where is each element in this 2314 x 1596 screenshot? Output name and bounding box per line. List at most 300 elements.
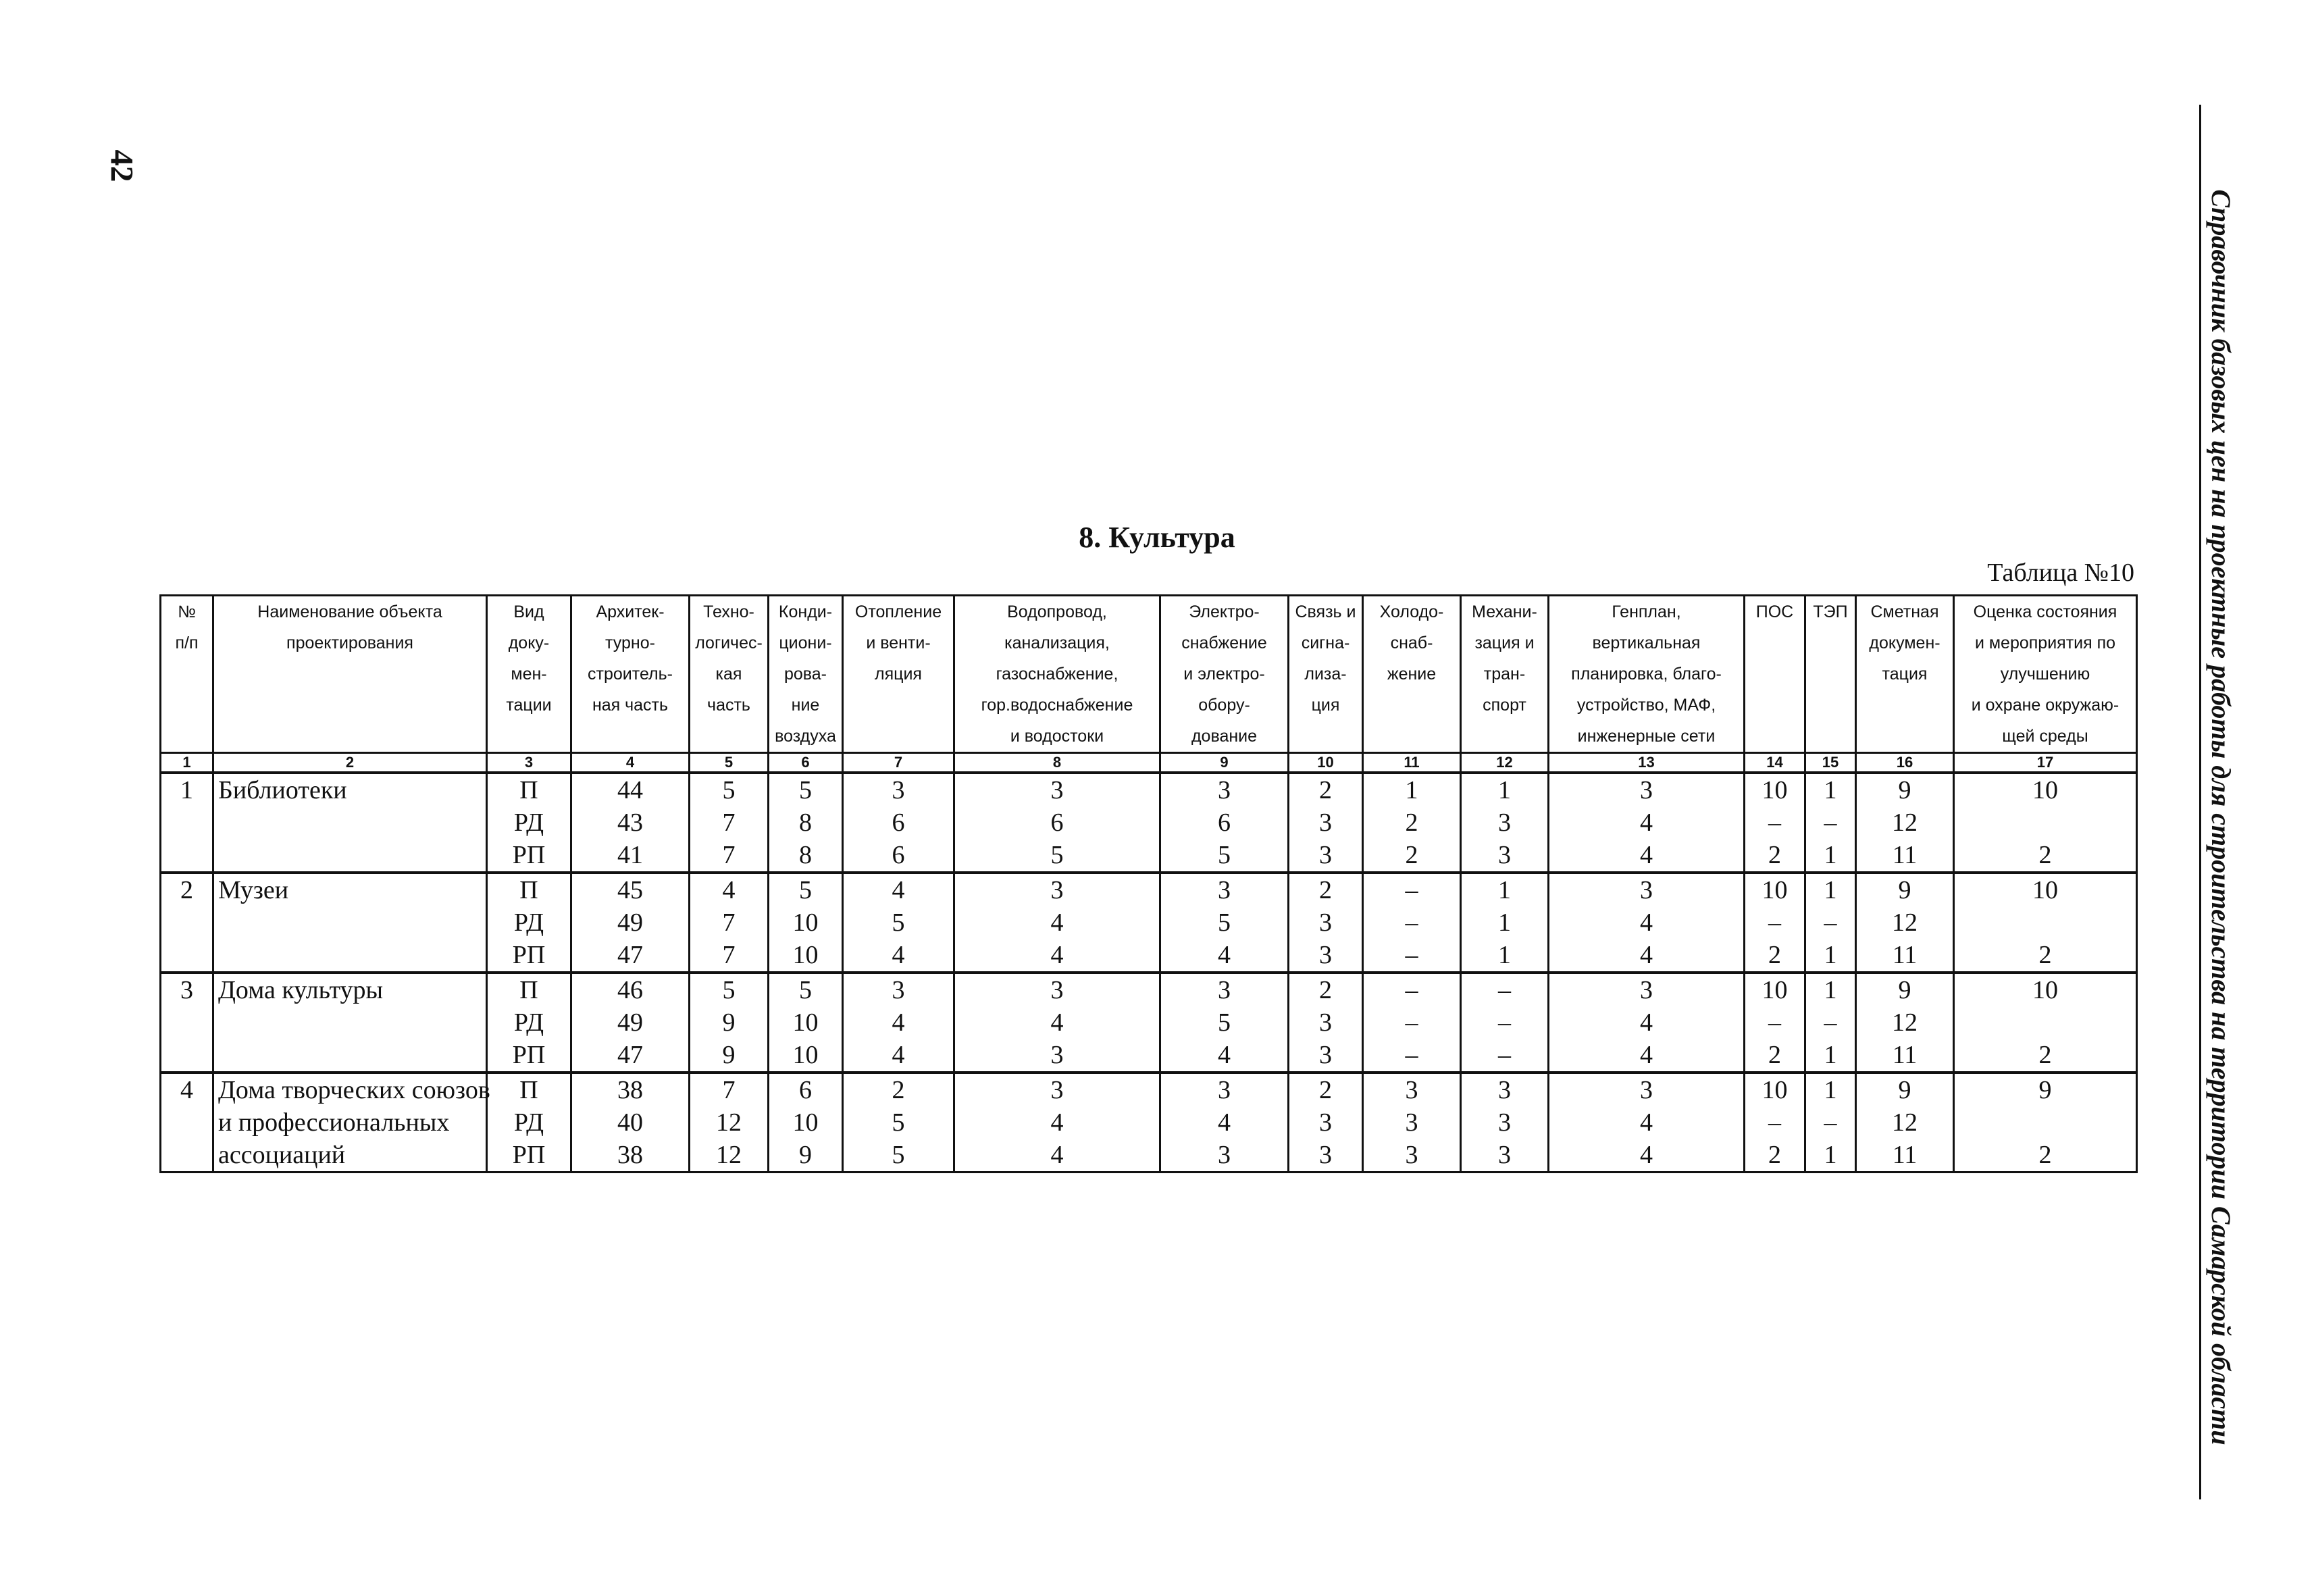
value-cell-col-15	[1805, 1073, 1856, 1173]
object-name-line: Дома культуры	[218, 976, 384, 1004]
value: 40	[617, 1108, 643, 1137]
value: 4	[1640, 1108, 1653, 1137]
running-header-text: Справочник базовых цен на проектные работы для строительства на территории Самарской области	[2206, 189, 2236, 1445]
value: 49	[617, 908, 643, 937]
value: 12	[1892, 1108, 1918, 1137]
value: 9	[2038, 1076, 2052, 1104]
value: –	[1405, 976, 1418, 1004]
value-cell-col-8	[954, 1073, 1160, 1173]
value-cell-col-7	[843, 973, 954, 1073]
value: РП	[512, 1141, 546, 1169]
column-header-12: Механи- зация и тран- спорт	[1461, 596, 1549, 753]
column-number-16: 16	[1856, 753, 1954, 773]
column-header-5: Техно- логичес- кая часть	[690, 596, 769, 753]
value: 3	[1218, 976, 1231, 1004]
object-name	[213, 873, 487, 973]
value: 10	[1762, 976, 1788, 1004]
value: 3	[1498, 808, 1511, 837]
value-cell-col-8	[954, 973, 1160, 1073]
column-number-2: 2	[213, 753, 487, 773]
value-cell-col-14	[1745, 1073, 1805, 1173]
value: 45	[617, 876, 643, 904]
value: 1	[1824, 1076, 1837, 1104]
value-cell-col-8	[954, 873, 1160, 973]
value: 1	[1824, 976, 1837, 1004]
value: 1	[1498, 776, 1511, 804]
value: 41	[617, 841, 643, 869]
column-number-5: 5	[690, 753, 769, 773]
value-cell-col-12	[1461, 773, 1549, 873]
value: 46	[617, 976, 643, 1004]
value-cell-col-10	[1289, 1073, 1363, 1173]
value: –	[1824, 1008, 1837, 1037]
value-cell-col-6	[769, 973, 843, 1073]
value: –	[1768, 808, 1781, 837]
value: РД	[513, 808, 544, 837]
value: 10	[2032, 776, 2058, 804]
value: –	[1824, 908, 1837, 937]
value: 10	[2032, 876, 2058, 904]
value: 9	[799, 1141, 812, 1169]
value: 9	[1898, 976, 1911, 1004]
value: 9	[1898, 776, 1911, 804]
table-body	[161, 773, 2137, 1173]
value: 3	[1405, 1108, 1418, 1137]
value: 3	[1319, 808, 1332, 837]
value: 1	[1405, 776, 1418, 804]
value: –	[1405, 908, 1418, 937]
value-cell-col-17	[1954, 873, 2137, 973]
value: –	[1768, 1108, 1781, 1137]
value: 12	[716, 1108, 742, 1137]
value: 12	[1892, 808, 1918, 837]
object-name-line: Дома творческих союзов	[218, 1076, 490, 1104]
value-cell-col-16	[1856, 1073, 1954, 1173]
value: 1	[1498, 876, 1511, 904]
value: 1	[1498, 941, 1511, 969]
value-cell-col-9	[1160, 1073, 1289, 1173]
value: 4	[1218, 1041, 1231, 1069]
row-number: 2	[161, 873, 213, 973]
object-name-line: Библиотеки	[218, 776, 347, 804]
value: 7	[722, 908, 736, 937]
value-cell-col-16	[1856, 973, 1954, 1073]
value: –	[1405, 941, 1418, 969]
column-header-2: Наименование объекта проектирования	[213, 596, 487, 753]
row-number: 4	[161, 1073, 213, 1173]
value: 6	[1050, 808, 1064, 837]
value: РД	[513, 1008, 544, 1037]
value: 3	[1319, 1008, 1332, 1037]
value: 3	[1218, 1076, 1231, 1104]
value-cell-col-4	[571, 773, 690, 873]
column-number-11: 11	[1363, 753, 1461, 773]
value-cell-col-11	[1363, 1073, 1461, 1173]
value: 5	[799, 776, 812, 804]
value-cell-col-11	[1363, 973, 1461, 1073]
value: 8	[799, 841, 812, 869]
value: 1	[1824, 941, 1837, 969]
value: 3	[1405, 1076, 1418, 1104]
value: 11	[1892, 941, 1918, 969]
value: 7	[722, 808, 736, 837]
value: П	[519, 776, 538, 804]
value-cell-col-3	[487, 1073, 571, 1173]
value-cell-col-5	[690, 1073, 769, 1173]
value: 3	[1319, 841, 1332, 869]
value: 1	[1824, 876, 1837, 904]
value-cell-col-12	[1461, 973, 1549, 1073]
value-cell-col-10	[1289, 973, 1363, 1073]
value: 7	[722, 841, 736, 869]
value-cell-col-13	[1549, 873, 1745, 973]
value-cell-col-7	[843, 1073, 954, 1173]
value: 2	[2038, 841, 2052, 869]
value: 11	[1892, 1041, 1918, 1069]
value-cell-col-15	[1805, 973, 1856, 1073]
value: –	[1768, 908, 1781, 937]
value: 5	[799, 876, 812, 904]
column-number-12: 12	[1461, 753, 1549, 773]
value: 5	[892, 908, 905, 937]
value-cell-col-7	[843, 873, 954, 973]
value: 3	[1218, 876, 1231, 904]
value: 4	[1640, 841, 1653, 869]
value: 2	[1405, 841, 1418, 869]
value: 47	[617, 941, 643, 969]
value: 10	[1762, 776, 1788, 804]
table-row	[161, 1073, 2137, 1173]
value: 6	[1218, 808, 1231, 837]
value: –	[1824, 1108, 1837, 1137]
value: 11	[1892, 1141, 1918, 1169]
value: 3	[1050, 976, 1064, 1004]
value: 10	[792, 1108, 819, 1137]
value: 3	[1498, 1076, 1511, 1104]
value: 7	[722, 941, 736, 969]
value: –	[1824, 808, 1837, 837]
value: 38	[617, 1141, 643, 1169]
value: 3	[1050, 776, 1064, 804]
value: 3	[1319, 908, 1332, 937]
column-number-row	[161, 753, 2137, 773]
value: 2	[2038, 1141, 2052, 1169]
value: 38	[617, 1076, 643, 1104]
value: 10	[792, 1008, 819, 1037]
value: 3	[1498, 841, 1511, 869]
value: 3	[1218, 776, 1231, 804]
header-row	[161, 596, 2137, 753]
value: 1	[1498, 908, 1511, 937]
value: –	[1405, 876, 1418, 904]
value-cell-col-11	[1363, 873, 1461, 973]
value: 11	[1892, 841, 1918, 869]
value: 2	[1319, 1076, 1332, 1104]
column-number-9: 9	[1160, 753, 1289, 773]
value: 3	[892, 776, 905, 804]
column-header-13: Генплан, вертикальная планировка, благо- устройство, МАФ, инженерные сети	[1549, 596, 1745, 753]
running-header	[2201, 135, 2241, 1499]
object-name	[213, 1073, 490, 1173]
value: РП	[512, 941, 546, 969]
value-cell-col-14	[1745, 973, 1805, 1073]
value: 2	[892, 1076, 905, 1104]
value: 2	[2038, 1041, 2052, 1069]
value: 5	[1218, 841, 1231, 869]
object-name-line	[218, 1039, 486, 1071]
value: 6	[892, 808, 905, 837]
object-name-line	[218, 906, 486, 939]
value: РД	[513, 1108, 544, 1137]
value: 4	[892, 941, 905, 969]
value: 12	[1892, 908, 1918, 937]
value: 5	[1218, 1008, 1231, 1037]
column-header-17: Оценка состояния и мероприятия по улучшению и охране окружаю- щей среды	[1954, 596, 2137, 753]
value: 3	[1319, 1108, 1332, 1137]
value-cell-col-11	[1363, 773, 1461, 873]
column-number-10: 10	[1289, 753, 1363, 773]
table-label: Таблица №10	[1987, 559, 2134, 587]
row-number: 1	[161, 773, 213, 873]
value: 10	[792, 941, 819, 969]
value-cell-col-17	[1954, 973, 2137, 1073]
column-header-4: Архитек- турно- строитель- ная часть	[571, 596, 690, 753]
value: П	[519, 976, 538, 1004]
value: 1	[1824, 1041, 1837, 1069]
value-cell-col-16	[1856, 873, 1954, 973]
value: РД	[513, 908, 544, 937]
value: 2	[1768, 841, 1781, 869]
value: 2	[1405, 808, 1418, 837]
column-header-10: Связь и сигна- лиза- ция	[1289, 596, 1363, 753]
value-cell-col-16	[1856, 773, 1954, 873]
value: 5	[1050, 841, 1064, 869]
table-row	[161, 973, 2137, 1073]
value: 10	[2032, 976, 2058, 1004]
column-header-8: Водопровод, канализация, газоснабжение, гор.водоснабжение и водостоки	[954, 596, 1160, 753]
column-number-6: 6	[769, 753, 843, 773]
value: 10	[1762, 1076, 1788, 1104]
value: 3	[1640, 776, 1653, 804]
value: 10	[1762, 876, 1788, 904]
value: –	[1768, 1008, 1781, 1037]
value-cell-col-13	[1549, 973, 1745, 1073]
column-number-8: 8	[954, 753, 1160, 773]
object-name-line: и профессиональных	[218, 1108, 450, 1137]
column-header-1: № п/п	[161, 596, 213, 753]
value: 4	[892, 1041, 905, 1069]
value	[1955, 806, 2136, 839]
value: 49	[617, 1008, 643, 1037]
value: 4	[1050, 908, 1064, 937]
row-number: 3	[161, 973, 213, 1073]
value-cell-col-14	[1745, 773, 1805, 873]
section-title: 8. Культура	[1079, 521, 1235, 554]
value: 4	[1640, 1008, 1653, 1037]
value-cell-col-13	[1549, 773, 1745, 873]
value: 4	[1050, 1008, 1064, 1037]
value: –	[1405, 1041, 1418, 1069]
value: 2	[1768, 1041, 1781, 1069]
value-cell-col-12	[1461, 1073, 1549, 1173]
value: 3	[1640, 876, 1653, 904]
column-header-11: Холодо- снаб- жение	[1363, 596, 1461, 753]
value-cell-col-17	[1954, 773, 2137, 873]
value: 5	[892, 1141, 905, 1169]
value: 3	[1498, 1141, 1511, 1169]
value: 2	[1319, 976, 1332, 1004]
value: 3	[1319, 1141, 1332, 1169]
value-cell-col-15	[1805, 773, 1856, 873]
value: 6	[799, 1076, 812, 1104]
value: 3	[1498, 1108, 1511, 1137]
value: –	[1498, 1008, 1511, 1037]
value: РП	[512, 1041, 546, 1069]
object-name	[213, 973, 487, 1073]
value-cell-col-5	[690, 973, 769, 1073]
value: 5	[722, 976, 736, 1004]
value-cell-col-13	[1549, 1073, 1745, 1173]
value: 4	[1050, 1108, 1064, 1137]
value: П	[519, 876, 538, 904]
value: 3	[1050, 876, 1064, 904]
culture-price-table	[159, 594, 2138, 1173]
object-name-line	[218, 839, 486, 871]
value: 2	[1768, 1141, 1781, 1169]
value: 3	[1050, 1041, 1064, 1069]
column-header-3: Вид доку- мен- тации	[487, 596, 571, 753]
value: 3	[1640, 1076, 1653, 1104]
value: 43	[617, 808, 643, 837]
value: 1	[1824, 1141, 1837, 1169]
value: 4	[1640, 1041, 1653, 1069]
value: 7	[722, 1076, 736, 1104]
page-number: 42	[103, 149, 140, 182]
value-cell-col-17	[1954, 1073, 2137, 1173]
column-header-15: ТЭП	[1805, 596, 1856, 753]
value-cell-col-6	[769, 773, 843, 873]
column-number-15: 15	[1805, 753, 1856, 773]
value: 3	[1319, 941, 1332, 969]
value-cell-col-15	[1805, 873, 1856, 973]
value: 3	[1050, 1076, 1064, 1104]
object-name-line	[218, 806, 486, 839]
value: 9	[1898, 876, 1911, 904]
value: 4	[892, 1008, 905, 1037]
column-number-7: 7	[843, 753, 954, 773]
value: 4	[1640, 808, 1653, 837]
column-header-7: Отопление и венти- ляция	[843, 596, 954, 753]
value-cell-col-10	[1289, 773, 1363, 873]
value: 2	[1319, 776, 1332, 804]
value: 4	[1050, 941, 1064, 969]
value: 10	[792, 1041, 819, 1069]
value-cell-col-6	[769, 873, 843, 973]
object-name-line	[218, 939, 486, 971]
value: 2	[1768, 941, 1781, 969]
value-cell-col-10	[1289, 873, 1363, 973]
value: 2	[2038, 941, 2052, 969]
value	[1955, 906, 2136, 939]
value-cell-col-3	[487, 973, 571, 1073]
value: 4	[892, 876, 905, 904]
value: 1	[1824, 776, 1837, 804]
column-number-1: 1	[161, 753, 213, 773]
value-cell-col-7	[843, 773, 954, 873]
value-cell-col-4	[571, 873, 690, 973]
value: 4	[1050, 1141, 1064, 1169]
value: 6	[892, 841, 905, 869]
object-name	[213, 773, 487, 873]
column-number-14: 14	[1745, 753, 1805, 773]
value: 44	[617, 776, 643, 804]
column-header-9: Электро- снабжение и электро- обору- дование	[1160, 596, 1289, 753]
column-number-3: 3	[487, 753, 571, 773]
value-cell-col-3	[487, 873, 571, 973]
column-number-4: 4	[571, 753, 690, 773]
value: –	[1405, 1008, 1418, 1037]
value: РП	[512, 841, 546, 869]
value: 9	[1898, 1076, 1911, 1104]
value-cell-col-9	[1160, 973, 1289, 1073]
value: –	[1498, 976, 1511, 1004]
column-header-14: ПОС	[1745, 596, 1805, 753]
value: 2	[1319, 876, 1332, 904]
value: 10	[792, 908, 819, 937]
column-number-17: 17	[1954, 753, 2137, 773]
value: 12	[1892, 1008, 1918, 1037]
value: 5	[1218, 908, 1231, 937]
value: 5	[722, 776, 736, 804]
object-name-line: Музеи	[218, 876, 289, 904]
value: 1	[1824, 841, 1837, 869]
object-name-line	[218, 1006, 486, 1039]
column-number-13: 13	[1549, 753, 1745, 773]
value: 12	[716, 1141, 742, 1169]
value-cell-col-12	[1461, 873, 1549, 973]
value-cell-col-14	[1745, 873, 1805, 973]
value: 4	[1640, 941, 1653, 969]
value: 4	[722, 876, 736, 904]
value: 3	[1218, 1141, 1231, 1169]
value-cell-col-5	[690, 873, 769, 973]
value-cell-col-9	[1160, 773, 1289, 873]
value: 4	[1640, 1141, 1653, 1169]
table-row	[161, 873, 2137, 973]
column-header-16: Сметная докумен- тация	[1856, 596, 1954, 753]
value	[1955, 1006, 2136, 1039]
value: П	[519, 1076, 538, 1104]
value-cell-col-8	[954, 773, 1160, 873]
value: 4	[1218, 941, 1231, 969]
value: 9	[722, 1008, 736, 1037]
value: –	[1498, 1041, 1511, 1069]
value-cell-col-6	[769, 1073, 843, 1173]
table-row	[161, 773, 2137, 873]
value-cell-col-3	[487, 773, 571, 873]
value: 3	[892, 976, 905, 1004]
value-cell-col-5	[690, 773, 769, 873]
value: 4	[1218, 1108, 1231, 1137]
value-cell-col-4	[571, 973, 690, 1073]
value: 3	[1640, 976, 1653, 1004]
value: 9	[722, 1041, 736, 1069]
value: 3	[1319, 1041, 1332, 1069]
value: 47	[617, 1041, 643, 1069]
object-name-line: ассоциаций	[218, 1141, 346, 1169]
value: 8	[799, 808, 812, 837]
value-cell-col-9	[1160, 873, 1289, 973]
